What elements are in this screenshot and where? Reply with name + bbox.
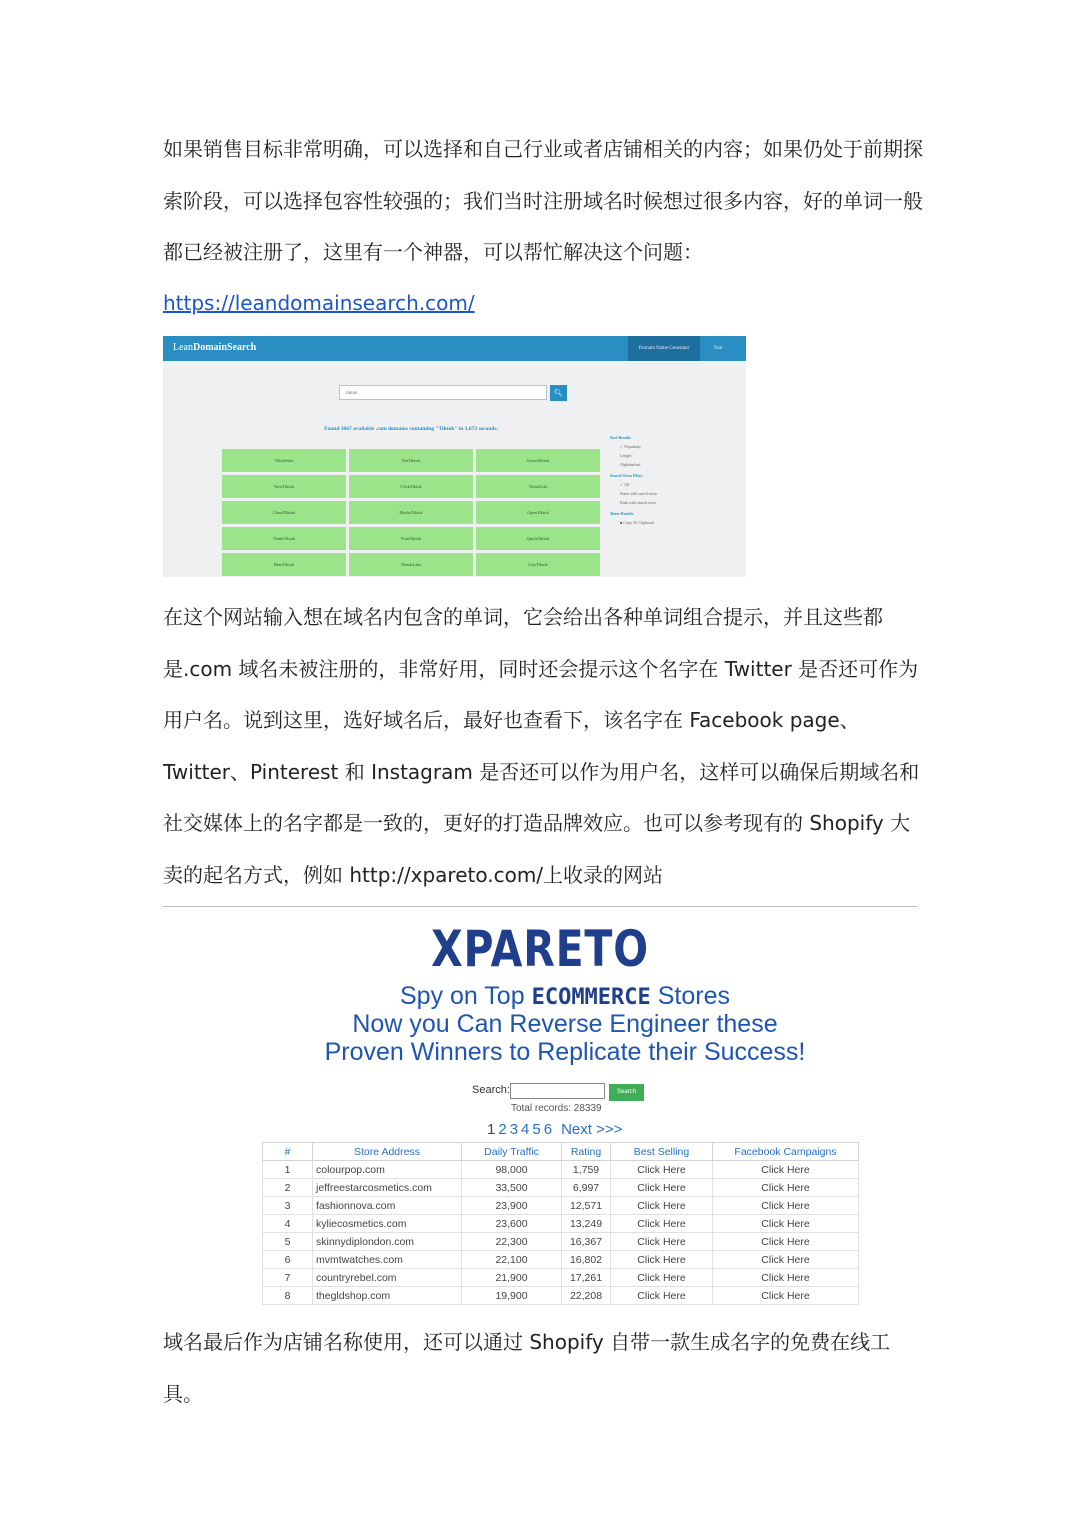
row-index: 6 — [263, 1251, 313, 1269]
lds-result[interactable]: BlueTiktok — [222, 553, 346, 576]
lds-result[interactable]: TiktokLab — [476, 475, 600, 498]
rating: 22,208 — [562, 1287, 611, 1305]
row-index: 7 — [263, 1269, 313, 1287]
lds-result[interactable]: TiktokSite — [222, 449, 346, 472]
tagline-text: Spy on Top — [399, 982, 532, 1010]
tagline-text: Stores — [650, 982, 730, 1010]
lds-result[interactable]: CloudTiktok — [222, 501, 346, 524]
lds-logo-part-b: DomainSearch — [193, 342, 257, 353]
lds-share-heading: Share Results — [610, 511, 634, 516]
facebook-campaigns-link[interactable]: Click Here — [713, 1161, 859, 1179]
tagline-ecommerce: ECOMMERCE — [531, 985, 651, 1010]
lds-filter-option[interactable]: ✓ All — [620, 482, 630, 487]
facebook-campaigns-link[interactable]: Click Here — [713, 1233, 859, 1251]
lds-filter-option[interactable]: Starts with search term — [620, 491, 657, 496]
daily-traffic: 22,300 — [462, 1233, 562, 1251]
xpareto-search-input[interactable] — [510, 1083, 605, 1099]
lds-filter-option[interactable]: Ends with search term — [620, 500, 656, 505]
row-index: 2 — [263, 1179, 313, 1197]
page-link[interactable]: 3 — [509, 1121, 519, 1138]
lds-result[interactable]: CityTiktok — [476, 553, 600, 576]
store-address[interactable]: thegldshop.com — [313, 1287, 462, 1305]
page-link[interactable]: 6 — [543, 1121, 553, 1138]
rating: 1,759 — [562, 1161, 611, 1179]
facebook-campaigns-link[interactable]: Click Here — [713, 1197, 859, 1215]
lds-search-input[interactable]: tiktok — [339, 385, 547, 400]
lds-nav-generator[interactable]: Domain Name Generator — [628, 336, 700, 361]
col-header[interactable]: Best Selling — [611, 1143, 713, 1161]
xpareto-tagline-2: Now you Can Reverse Engineer these — [352, 1010, 778, 1038]
best-selling-link[interactable]: Click Here — [611, 1215, 713, 1233]
store-address[interactable]: colourpop.com — [313, 1161, 462, 1179]
divider — [163, 906, 917, 907]
daily-traffic: 23,600 — [462, 1215, 562, 1233]
xpareto-tagline-3: Proven Winners to Replicate their Success! — [324, 1038, 806, 1066]
best-selling-link[interactable]: Click Here — [611, 1179, 713, 1197]
daily-traffic: 21,900 — [462, 1269, 562, 1287]
store-address[interactable]: mvmtwatches.com — [313, 1251, 462, 1269]
table-row — [263, 1269, 859, 1287]
col-header[interactable]: Daily Traffic — [462, 1143, 562, 1161]
xpareto-stores-table — [262, 1142, 859, 1305]
lds-sort-option[interactable]: Alphabetical — [620, 462, 641, 467]
rating: 13,249 — [562, 1215, 611, 1233]
lds-result[interactable]: QuickTiktok — [476, 527, 600, 550]
lds-sidebar — [610, 431, 730, 527]
paragraph-closing: 域名最后作为店铺名称使用，还可以通过 Shopify 自带一款生成名字的免费在线工具。 — [163, 1330, 891, 1406]
col-header[interactable]: Rating — [562, 1143, 611, 1161]
lds-nav-tour[interactable]: Tour — [713, 346, 723, 351]
best-selling-link[interactable]: Click Here — [611, 1233, 713, 1251]
best-selling-link[interactable]: Click Here — [611, 1251, 713, 1269]
lds-found-text: Found 3667 available .com domains containing "Tiktok" in 1.672 seconds. — [324, 426, 498, 432]
lds-sort-option[interactable]: Length — [620, 453, 632, 458]
page-link-current[interactable]: 1 — [487, 1121, 496, 1138]
table-row — [263, 1287, 859, 1305]
rating: 12,571 — [562, 1197, 611, 1215]
best-selling-link[interactable]: Click Here — [611, 1269, 713, 1287]
leandomainsearch-screenshot — [163, 336, 746, 577]
table-row — [263, 1179, 859, 1197]
row-index: 4 — [263, 1215, 313, 1233]
lds-result[interactable]: MediaTiktok — [349, 501, 473, 524]
facebook-campaigns-link[interactable]: Click Here — [713, 1251, 859, 1269]
lds-result[interactable]: TiktokLabs — [349, 553, 473, 576]
row-index: 8 — [263, 1287, 313, 1305]
page-link[interactable]: 4 — [521, 1121, 530, 1138]
xpareto-search-label: Search: — [472, 1084, 510, 1096]
lds-results-grid — [222, 449, 599, 576]
lds-filter-heading: Search Term Filter — [610, 473, 643, 478]
facebook-campaigns-link[interactable]: Click Here — [713, 1215, 859, 1233]
lds-sort-heading: Sort Results — [610, 435, 631, 440]
paragraph-intro: 如果销售目标非常明确，可以选择和自己行业或者店铺相关的内容；如果仍处于前期探索阶段，可以选择包容性较强的；我们当时注册域名时候想过很多内容，好的单词一般都已经被注册了，这里有一个神器，可以帮忙解决这个问题： — [163, 137, 923, 264]
table-row — [263, 1161, 859, 1179]
rating: 16,367 — [562, 1233, 611, 1251]
store-address[interactable]: fashionnova.com — [313, 1197, 462, 1215]
lds-share-option[interactable]: ■ Copy To Clipboard — [620, 520, 655, 525]
table-row — [263, 1251, 859, 1269]
lds-result[interactable]: GreenTiktok — [476, 449, 600, 472]
store-address[interactable]: jeffreestarcosmetics.com — [313, 1179, 462, 1197]
col-header[interactable]: # — [263, 1143, 313, 1161]
facebook-campaigns-link[interactable]: Click Here — [713, 1179, 859, 1197]
rating: 16,802 — [562, 1251, 611, 1269]
store-address[interactable]: kyliecosmetics.com — [313, 1215, 462, 1233]
best-selling-link[interactable]: Click Here — [611, 1161, 713, 1179]
facebook-campaigns-link[interactable]: Click Here — [713, 1269, 859, 1287]
row-index: 5 — [263, 1233, 313, 1251]
lds-logo-part-a: Lean — [173, 342, 193, 353]
lds-result[interactable]: OpenTiktok — [476, 501, 600, 524]
daily-traffic: 98,000 — [462, 1161, 562, 1179]
xpareto-pagination — [487, 1121, 625, 1138]
rating: 6,997 — [562, 1179, 611, 1197]
daily-traffic: 19,900 — [462, 1287, 562, 1305]
lds-logo — [173, 342, 256, 353]
col-header[interactable]: Store Address — [313, 1143, 462, 1161]
page-link[interactable]: 2 — [498, 1121, 507, 1138]
row-index: 1 — [263, 1161, 313, 1179]
best-selling-link[interactable]: Click Here — [611, 1287, 713, 1305]
store-address[interactable]: countryrebel.com — [313, 1269, 462, 1287]
xpareto-search-button[interactable]: Search — [609, 1084, 644, 1101]
daily-traffic: 22,100 — [462, 1251, 562, 1269]
lds-result[interactable]: ClickTiktok — [349, 475, 473, 498]
daily-traffic: 23,900 — [462, 1197, 562, 1215]
store-address[interactable]: skinnydiplondon.com — [313, 1233, 462, 1251]
rating: 17,261 — [562, 1269, 611, 1287]
leandomainsearch-link[interactable]: https://leandomainsearch.com/ — [163, 291, 475, 315]
table-row — [263, 1197, 859, 1215]
lds-result[interactable]: ThinkTiktok — [222, 527, 346, 550]
lds-sort-option[interactable]: ✓ Popularity — [620, 444, 642, 449]
facebook-campaigns-link[interactable]: Click Here — [713, 1287, 859, 1305]
daily-traffic: 33,500 — [462, 1179, 562, 1197]
search-icon[interactable]: 🔍︎ — [550, 385, 567, 401]
xpareto-total-records: Total records: 28339 — [511, 1103, 602, 1114]
table-row — [263, 1215, 859, 1233]
lds-header — [163, 336, 746, 361]
xpareto-logo: XPARETO — [431, 920, 649, 978]
row-index: 3 — [263, 1197, 313, 1215]
best-selling-link[interactable]: Click Here — [611, 1197, 713, 1215]
page-link[interactable]: 5 — [532, 1121, 541, 1138]
table-row — [263, 1233, 859, 1251]
table-header-row — [263, 1143, 859, 1161]
paragraph-explanation: 在这个网站输入想在域名内包含的单词，它会给出各种单词组合提示，并且这些都是.com 域名未被注册的，非常好用，同时还会提示这个名字在 Twitter 是否还可作为用户名。说到这里，选好域名后，最好也查看下，该名字在 Facebook page、Twitter、Pinterest 和 Instagram 是否还可以作为用户名，这样可以确保后期域名和社交媒体上的名字都是一致的，更好的打造品牌效应。也可以参考现有的 Shopify 大卖的起名方式，例如 http://xpareto.com/上收录的网站 — [163, 605, 920, 887]
xpareto-tagline-1 — [240, 982, 890, 1012]
next-page-link[interactable]: Next >>> — [561, 1121, 623, 1138]
lds-result[interactable]: NewTiktok — [222, 475, 346, 498]
lds-result[interactable]: NetTiktok — [349, 449, 473, 472]
lds-result[interactable]: YourTiktok — [349, 527, 473, 550]
col-header[interactable]: Facebook Campaigns — [713, 1143, 859, 1161]
